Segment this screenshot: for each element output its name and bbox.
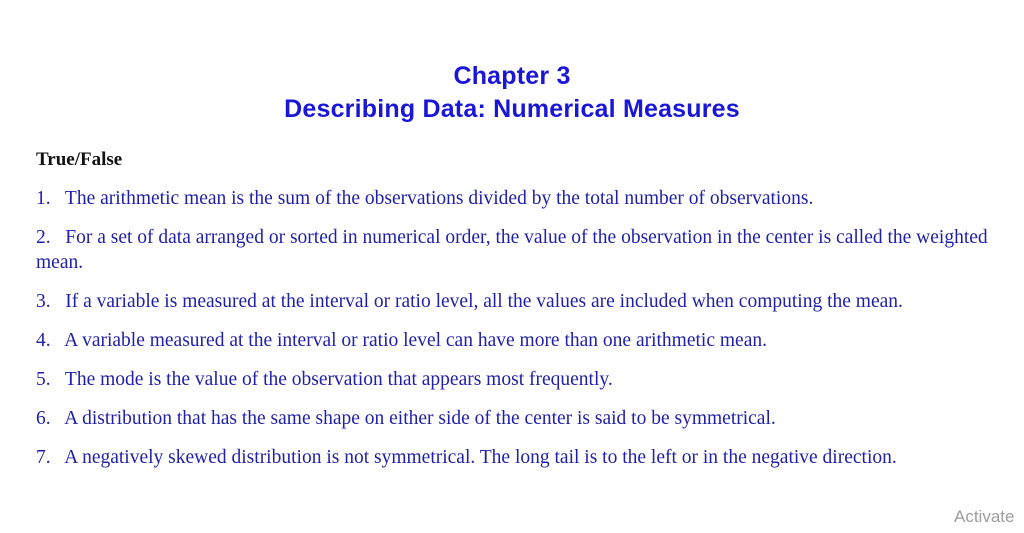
question-number: 1. [36, 188, 61, 209]
list-item [36, 328, 988, 353]
question-number: 2. [36, 227, 61, 248]
list-item [36, 445, 988, 470]
question-text: The arithmetic mean is the sum of the observations divided by the total number of observations. [64, 188, 814, 209]
title-line-1: Chapter 3 [453, 62, 571, 90]
question-text: For a set of data arranged or sorted in numerical order, the value of the observation in the center is called the weighted mean. [36, 227, 988, 273]
document-body [0, 148, 1024, 470]
list-item [36, 406, 988, 431]
question-text: The mode is the value of the observation that appears most frequently. [64, 369, 613, 390]
list-item [36, 289, 988, 314]
section-heading-true-false: True/False [36, 149, 123, 170]
list-item [36, 225, 988, 275]
title-line-2: Describing Data: Numerical Measures [284, 95, 740, 123]
question-number: 6. [36, 408, 61, 429]
question-text: If a variable is measured at the interval or ratio level, all the values are included when computing the mean. [65, 291, 903, 312]
question-number: 7. [36, 447, 61, 468]
question-number: 5. [36, 369, 61, 390]
document-title [0, 0, 1024, 126]
list-item [36, 367, 988, 392]
question-number: 3. [36, 291, 61, 312]
question-text: A negatively skewed distribution is not symmetrical. The long tail is to the left or in the negative direction. [64, 447, 897, 468]
question-number: 4. [36, 330, 61, 351]
question-text: A distribution that has the same shape on either side of the center is said to be symmetrical. [64, 408, 776, 429]
activate-windows-watermark: Activate [954, 507, 1015, 526]
question-text: A variable measured at the interval or ratio level can have more than one arithmetic mean. [64, 330, 767, 351]
list-item [36, 186, 988, 211]
